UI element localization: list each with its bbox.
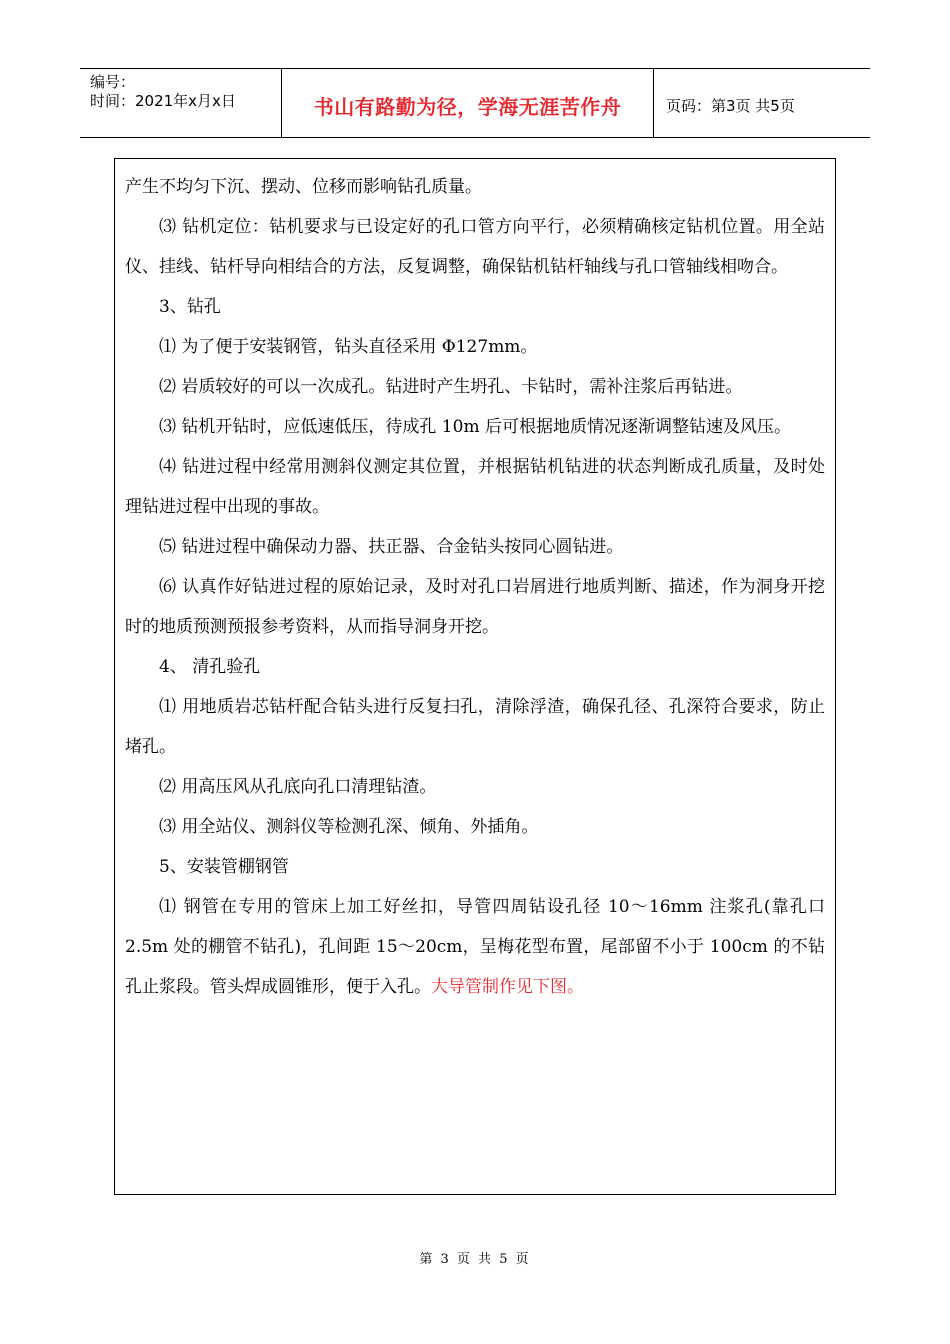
content-box [114,158,836,1195]
paragraph-with-note [125,887,825,1007]
paragraph: 产生不均匀下沉、摆动、位移而影响钻孔质量。 [125,177,482,197]
paragraph: ⑸ 钻进过程中确保动力器、扶正器、合金钻头按同心圆钻进。 [159,537,624,557]
header-meta [80,69,282,137]
header-page-info: 页码：第3页 共5页 [666,96,795,115]
paragraph: ⑶ 钻机定位：钻机要求与已设定好的孔口管方向平行，必须精确核定钻机位置。用全站仪、挂线、钻杆导向相结合的方法，反复调整，确保钻机钻杆轴线与孔口管轴线相吻合。 [125,217,825,277]
paragraph: ⑴ 为了便于安装钢管，钻头直径采用 Φ127mm。 [159,337,538,357]
section-heading: 5、安装管棚钢管 [159,857,289,877]
paragraph: ⑶ 用全站仪、测斜仪等检测孔深、倾角、外插角。 [159,817,539,837]
page-footer: 第 3 页 共 5 页 [419,1252,531,1267]
paragraph: ⑴ 用地质岩芯钻杆配合钻头进行反复扫孔，清除浮渣，确保孔径、孔深符合要求，防止堵孔。 [125,697,825,757]
figure-reference-note: 大导管制作见下图。 [431,977,584,997]
paragraph: ⑶ 钻机开钻时，应低速低压，待成孔 10m 后可根据地质情况逐渐调整钻速及风压。 [159,417,791,437]
page-header [80,68,870,138]
header-motto: 书山有路勤为径，学海无涯苦作舟 [282,69,654,137]
paragraph-text: ⑴ 钢管在专用的管床上加工好丝扣，导管四周钻设孔径 10～16mm 注浆孔(靠孔口 2.5m 处的棚管不钻孔)，孔间距 15～20cm，呈梅花型布置，尾部留不小于 100cm 的不钻孔止浆段。管头焊成圆锥形，便于入孔。 [125,897,825,997]
paragraph: ⑵ 用高压风从孔底向孔口清理钻渣。 [159,777,437,797]
paragraph: ⑹ 认真作好钻进过程的原始记录，及时对孔口岩屑进行地质判断、描述，作为洞身开挖时的地质预测预报参考资料，从而指导洞身开挖。 [125,577,825,637]
paragraph: ⑵ 岩质较好的可以一次成孔。钻进时产生坍孔、卡钻时，需补注浆后再钻进。 [159,377,743,397]
section-heading: 3、钻孔 [159,297,221,317]
time-label: 时间：2021年x月x日 [90,92,236,110]
section-heading: 4、 清孔验孔 [159,657,261,677]
serial-label: 编号： [90,73,136,91]
paragraph: ⑷ 钻进过程中经常用测斜仪测定其位置，并根据钻机钻进的状态判断成孔质量，及时处理钻进过程中出现的事故。 [125,457,825,517]
